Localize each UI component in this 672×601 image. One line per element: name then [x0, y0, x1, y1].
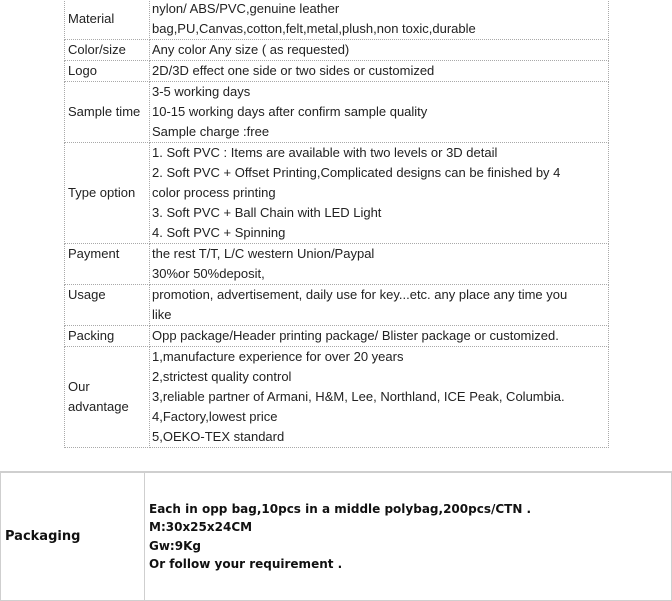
packaging-line: Or follow your requirement .: [149, 557, 343, 571]
spec-value-line: 1,manufacture experience for over 20 years: [152, 349, 404, 364]
spec-label-packing: Packing: [65, 326, 150, 347]
spec-value-line: 2,strictest quality control: [152, 369, 292, 384]
spec-value-line: nylon/ ABS/PVC,genuine leather: [152, 1, 340, 16]
packaging-row: [1, 473, 672, 601]
packaging-line: Each in opp bag,10pcs in a middle polybag,200pcs/CTN .: [149, 501, 532, 516]
spec-value-packing: [150, 326, 609, 347]
spec-value-line: 5,OEKO-TEX standard: [152, 429, 285, 444]
spec-value-line: bag,PU,Canvas,cotton,felt,metal,plush,non toxic,durable: [152, 21, 476, 36]
spec-value-line: the rest T/T, L/C western Union/Paypal: [152, 246, 375, 261]
spec-row-logo: [65, 61, 609, 82]
spec-value-color-size: [150, 40, 609, 61]
spec-label-sample-time: Sample time: [65, 82, 150, 143]
spec-value-line: 2. Soft PVC + Offset Printing,Complicated designs can be finished by 4: [152, 165, 561, 180]
spec-value-line: Sample charge :free: [152, 124, 270, 139]
packaging-value: [145, 473, 672, 601]
spec-row-color-size: [65, 40, 609, 61]
spec-value-line: 4. Soft PVC + Spinning: [152, 225, 286, 240]
packaging-table: [0, 472, 672, 601]
spec-label-logo: Logo: [65, 61, 150, 82]
spec-label-material: Material: [65, 0, 150, 40]
spec-value-line: 3. Soft PVC + Ball Chain with LED Light: [152, 205, 382, 220]
spec-value-material: [150, 0, 609, 40]
packaging-section: [0, 471, 672, 601]
spec-value-line: like: [152, 307, 172, 322]
spec-value-line: color process printing: [152, 185, 276, 200]
spec-label-payment: Payment: [65, 244, 150, 285]
spec-row-type-option: [65, 143, 609, 244]
spec-value-payment: [150, 244, 609, 285]
spec-value-line: Opp package/Header printing package/ Blister package or customized.: [152, 328, 559, 343]
spec-value-line: 1. Soft PVC : Items are available with two levels or 3D detail: [152, 145, 498, 160]
packaging-line: M:30x25x24CM: [149, 520, 253, 534]
spec-value-line: 30%or 50%deposit,: [152, 266, 265, 281]
spec-value-line: 2D/3D effect one side or two sides or customized: [152, 63, 435, 78]
spec-value-line: 3-5 working days: [152, 84, 251, 99]
spec-label-color-size: Color/size: [65, 40, 150, 61]
spec-row-sample-time: [65, 82, 609, 143]
spec-value-usage: [150, 285, 609, 326]
spec-label-our-advantage: Our advantage: [65, 347, 150, 448]
spec-row-payment: [65, 244, 609, 285]
product-spec-table: [64, 0, 609, 448]
spec-value-type-option: [150, 143, 609, 244]
spec-row-material: [65, 0, 609, 40]
spec-row-usage: [65, 285, 609, 326]
spec-value-line: 3,reliable partner of Armani, H&M, Lee, Northland, ICE Peak, Columbia.: [152, 389, 565, 404]
packaging-label: Packaging: [1, 473, 145, 601]
spec-value-line: 4,Factory,lowest price: [152, 409, 278, 424]
spec-label-usage: Usage: [65, 285, 150, 326]
spec-value-line: Any color Any size ( as requested): [152, 42, 350, 57]
spec-value-logo: [150, 61, 609, 82]
spec-row-packing: [65, 326, 609, 347]
spec-value-line: promotion, advertisement, daily use for key...etc. any place any time you: [152, 287, 568, 302]
packaging-line: Gw:9Kg: [149, 538, 201, 553]
spec-value-our-advantage: [150, 347, 609, 448]
spec-label-type-option: Type option: [65, 143, 150, 244]
spec-row-our-advantage: [65, 347, 609, 448]
spec-value-sample-time: [150, 82, 609, 143]
spec-value-line: 10-15 working days after confirm sample quality: [152, 104, 428, 119]
